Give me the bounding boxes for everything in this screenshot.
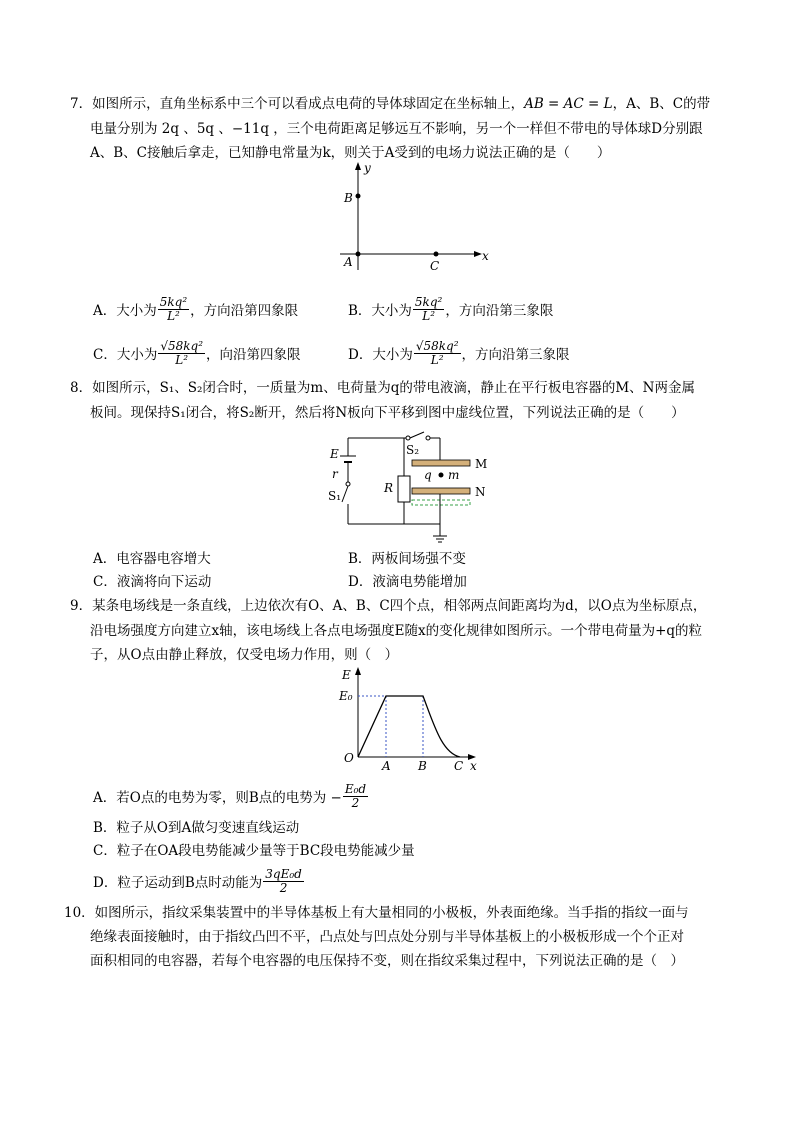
q7-line-1: 7．如图所示，直角坐标系中三个可以看成点电荷的导体球固定在坐标轴上，AB = AC = L，A、B、C的带 <box>70 96 711 112</box>
label-C: C <box>454 759 464 773</box>
q7-option-c: C．大小为 $\frac{\text{√58kq²}}{\text{L²}}$ ，向沿第四象限 <box>93 338 301 367</box>
label-E: E <box>342 668 351 682</box>
resistor <box>398 476 410 502</box>
label-m: m <box>448 468 460 482</box>
plate-N <box>412 488 470 494</box>
q8-line-2: 板间。现保持S₁闭合，将S₂断开，然后将N板向下平移到图中虚线位置，下列说法正确的是（ ） <box>90 405 685 421</box>
q7-option-d: D．大小为 $\frac{\text{√58kq²}}{\text{L²}}$ ，方向沿第三象限 <box>348 338 570 367</box>
label-q: q <box>424 468 432 482</box>
q8-option-b: B．两板间场强不变 <box>348 551 466 567</box>
switch-s2 <box>410 432 424 438</box>
q7-line-3: A、B、C接触后拿走，已知静电常量为k，则关于A受到的电场力说法正确的是（ ） <box>90 145 611 161</box>
label-S2: S₂ <box>406 443 420 457</box>
q8-option-c: C．液滴将向下运动 <box>93 574 212 590</box>
switch-s1 <box>342 486 348 502</box>
q9-line-1: 9．某条电场线是一条直线，上边依次有O、A、B、C四个点，相邻两点间距离均为d，以O点为坐标原点， <box>70 598 707 614</box>
q8-option-d: D．液滴电势能增加 <box>348 574 467 590</box>
label-A: A <box>382 759 391 773</box>
point-A <box>356 252 361 257</box>
plate-M <box>412 460 470 466</box>
q9-line-3: 子，从O点由静止释放，仅受电场力作用，则（ ） <box>90 647 399 663</box>
q7-equation: AB = AC = L <box>524 96 613 112</box>
point-C <box>434 252 439 257</box>
q9-option-c: C．粒子在OA段电势能减少量等于BC段电势能减少量 <box>93 843 415 859</box>
field-curve <box>358 696 460 757</box>
droplet <box>439 473 444 478</box>
q7-option-a: A．大小为 $\frac{\text{5kq²}}{\text{L²}}$ ，方向沿第四象限 <box>93 294 299 323</box>
x-label: x <box>482 249 489 263</box>
label-r: r <box>332 467 338 481</box>
q10-line-3: 面积相同的电容器，若每个电容器的电压保持不变，则在指纹采集过程中，下列说法正确的是（ ） <box>90 953 684 969</box>
label-x: x <box>470 759 477 773</box>
label-B: B <box>418 759 427 773</box>
label-A: A <box>344 255 353 269</box>
q8-option-a: A．电容器电容增大 <box>93 551 211 567</box>
point-B <box>356 194 361 199</box>
q10-line-1: 10．如图所示，指纹采集装置中的半导体基板上有大量相同的小极板，外表面绝缘。当手指的指纹一面与 <box>64 905 689 921</box>
label-N: N <box>475 485 486 499</box>
q9-option-a: A．若O点的电势为零，则B点的电势为 − $\frac{\text{E₀d}}{2}$ <box>93 781 367 810</box>
plate-N-dashed-position <box>412 500 470 505</box>
x-axis-arrow <box>474 251 482 257</box>
label-R: R <box>384 481 394 495</box>
label-B: B <box>344 191 353 205</box>
label-S1: S₁ <box>328 489 342 503</box>
y-axis-arrow <box>355 162 361 170</box>
q7-option-b: B．大小为 $\frac{\text{5kq²}}{\text{L²}}$ ，方向沿第三象限 <box>348 294 554 323</box>
q8-circuit-figure <box>320 430 500 548</box>
label-O: O <box>344 751 354 765</box>
q9-option-b: B．粒子从O到A做匀变速直线运动 <box>93 820 300 836</box>
q8-line-1: 8．如图所示，S₁、S₂闭合时，一质量为m、电荷量为q的带电液滴，静止在平行板电容器的M、N两金属 <box>70 380 695 396</box>
q9-line-2: 沿电场强度方向建立x轴，该电场线上各点电场强度E随x的变化规律如图所示。一个带电荷量为+q的粒 <box>90 623 703 639</box>
label-E: E <box>330 447 339 461</box>
label-C: C <box>430 259 440 273</box>
y-label: y <box>364 161 371 175</box>
label-M: M <box>475 457 488 471</box>
q10-line-2: 绝缘表面接触时，由于指纹凸凹不平，凸点处与凹点处分别与半导体基板上的小极板形成一个个正对 <box>90 929 684 945</box>
q7-line-2: 电量分别为 2q 、5q 、−11q ，三个电荷距离足够远互不影响，另一个一样但不带电的导体球D分别跟 <box>90 121 703 137</box>
q9-option-d: D．粒子运动到B点时动能为 $\frac{\text{3qE₀d}}{2}$ <box>93 866 302 895</box>
label-E0: E₀ <box>339 689 353 703</box>
q9-field-graph <box>330 665 490 773</box>
q7-coordinate-figure <box>330 160 500 280</box>
